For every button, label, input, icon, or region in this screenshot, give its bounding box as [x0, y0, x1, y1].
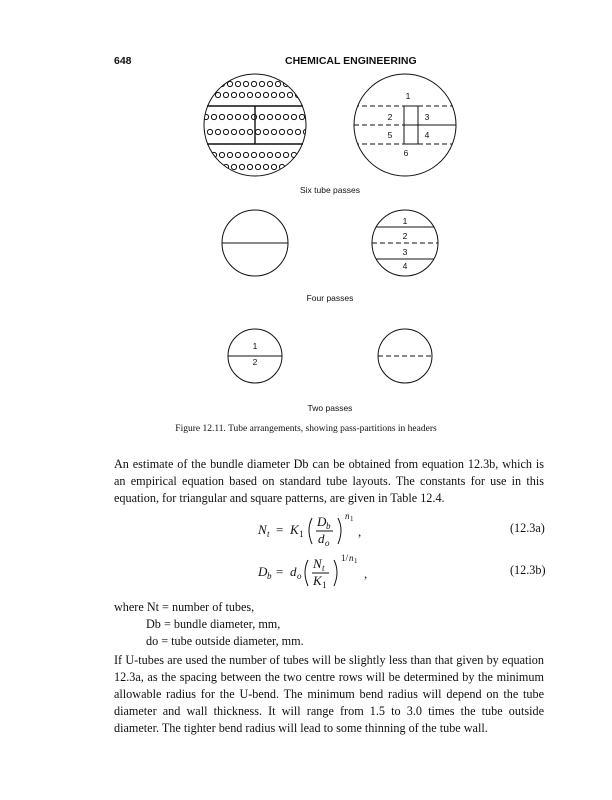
equation-12-3b-number: (12.3b) — [510, 563, 546, 577]
tube — [215, 164, 220, 169]
tube — [275, 114, 280, 119]
svg-text:K: K — [313, 573, 322, 588]
tube — [307, 152, 312, 157]
tube — [235, 81, 240, 86]
four-num-3: 3 — [402, 247, 408, 257]
where-line-3: do = tube outside diameter, mm. — [146, 634, 304, 648]
tube — [295, 129, 300, 134]
two-num-2: 2 — [252, 357, 258, 367]
where-line-1: where Nt = number of tubes, — [114, 600, 255, 614]
tube — [287, 129, 292, 134]
tube — [251, 114, 256, 119]
four-num-1: 1 — [402, 216, 408, 226]
tube — [287, 164, 292, 169]
tube — [223, 92, 228, 97]
tube — [299, 152, 304, 157]
six-num-5: 5 — [387, 130, 393, 140]
tube — [267, 152, 272, 157]
tube — [211, 81, 216, 86]
six-pass-tube-sheet — [195, 74, 312, 176]
svg-text:1: 1 — [322, 580, 327, 590]
tube — [207, 164, 212, 169]
tube — [203, 152, 208, 157]
six-num-3: 3 — [424, 112, 430, 122]
tube — [279, 92, 284, 97]
svg-text:o: o — [297, 571, 302, 581]
tube — [195, 114, 200, 119]
tube — [203, 81, 208, 86]
tube — [243, 114, 248, 119]
equation-12-3a — [250, 506, 430, 554]
tube — [263, 129, 268, 134]
svg-text:D: D — [317, 514, 327, 529]
tube — [239, 92, 244, 97]
tube — [227, 152, 232, 157]
tube — [239, 164, 244, 169]
page-number: 648 — [114, 55, 132, 67]
tube — [307, 81, 312, 86]
tube — [235, 114, 240, 119]
tube — [195, 152, 200, 157]
svg-text:N: N — [258, 522, 267, 537]
tube — [291, 81, 296, 86]
svg-text:n: n — [349, 553, 354, 563]
paragraph-1: An estimate of the bundle diameter Db can be obtained from equation 12.3b, which is an empirical equation based on standard tube layouts. The constants for use in this equation, for triangular and square patterns, are given in Table 12.4. — [114, 457, 544, 505]
tube — [251, 152, 256, 157]
six-num-4: 4 — [424, 130, 430, 140]
tube — [199, 92, 204, 97]
tube — [283, 114, 288, 119]
svg-text:1/: 1/ — [341, 553, 349, 563]
tube — [219, 114, 224, 119]
two-num-1: 1 — [252, 341, 258, 351]
tube — [247, 92, 252, 97]
equation-12-3b — [250, 548, 430, 596]
tube — [243, 152, 248, 157]
svg-text:t: t — [267, 529, 270, 539]
six-passes-label: Six tube passes — [299, 185, 361, 195]
tube — [275, 152, 280, 157]
tube — [259, 152, 264, 157]
tube — [231, 164, 236, 169]
six-pass-header — [354, 74, 456, 176]
tube — [287, 92, 292, 97]
tube — [243, 81, 248, 86]
figure-caption: Figure 12.11. Tube arrangements, showing pass-partitions in headers — [175, 424, 437, 434]
svg-text:K: K — [290, 522, 299, 537]
svg-text:=: = — [276, 564, 284, 579]
tube — [255, 92, 260, 97]
svg-text:d: d — [318, 531, 325, 546]
two-passes-label: Two passes — [307, 403, 353, 413]
equation-12-3a-number: (12.3a) — [510, 521, 545, 535]
tube — [219, 152, 224, 157]
two-pass-header — [228, 329, 282, 383]
tube — [263, 164, 268, 169]
tube — [227, 81, 232, 86]
tube — [283, 152, 288, 157]
tube — [271, 164, 276, 169]
two-pass-right — [378, 329, 432, 383]
tube — [299, 81, 304, 86]
tube — [263, 92, 268, 97]
tube — [299, 114, 304, 119]
tube — [295, 164, 300, 169]
six-num-2: 2 — [387, 112, 393, 122]
svg-text:D: D — [258, 564, 268, 579]
tube — [211, 114, 216, 119]
tube — [195, 81, 200, 86]
six-num-1: 1 — [405, 91, 411, 101]
tube — [215, 129, 220, 134]
tube — [267, 114, 272, 119]
six-num-6: 6 — [403, 148, 409, 158]
tube — [291, 114, 296, 119]
svg-text:o: o — [325, 538, 330, 548]
tube — [255, 129, 260, 134]
tube — [207, 92, 212, 97]
svg-text:b: b — [267, 571, 272, 581]
four-pass-left — [222, 210, 288, 276]
tube — [223, 129, 228, 134]
tube — [267, 81, 272, 86]
tube — [271, 129, 276, 134]
tube — [279, 129, 284, 134]
four-num-4: 4 — [402, 261, 408, 271]
tube — [235, 152, 240, 157]
svg-text:d: d — [290, 564, 297, 579]
tube — [231, 129, 236, 134]
svg-text:,: , — [364, 566, 368, 581]
svg-text:1: 1 — [350, 515, 354, 523]
four-num-2: 2 — [402, 231, 408, 241]
tube — [247, 129, 252, 134]
svg-text:N: N — [313, 556, 322, 571]
running-title: CHEMICAL ENGINEERING — [285, 55, 417, 67]
svg-text:=: = — [276, 522, 284, 537]
svg-text:t: t — [322, 563, 325, 573]
tube — [275, 81, 280, 86]
svg-text:,: , — [358, 524, 362, 539]
where-line-2: Db = bundle diameter, mm, — [146, 617, 281, 631]
tube — [271, 92, 276, 97]
tube — [303, 164, 308, 169]
tube — [251, 81, 256, 86]
tube — [227, 114, 232, 119]
tube — [255, 164, 260, 169]
tube — [207, 129, 212, 134]
svg-text:n: n — [345, 511, 350, 521]
tube — [215, 92, 220, 97]
tube — [231, 92, 236, 97]
tube — [259, 81, 264, 86]
tube — [259, 114, 264, 119]
tube — [247, 164, 252, 169]
paragraph-2: If U-tubes are used the number of tubes will be slightly less than that given by equation 12.3a, as the spacing between the two centre rows will be determined by the minimum allowable radius for the U-bend. The minimum bend radius will depend on the tube diameter and wall thickness. It will range from 1.5 to 3.0 times the tube outside diameter. The tighter bend radius will lead to some thinning of the tube wall. — [114, 653, 544, 735]
svg-text:1: 1 — [354, 557, 358, 565]
tube — [303, 92, 308, 97]
tube — [199, 164, 204, 169]
where-definitions — [114, 599, 304, 650]
four-passes-label: Four passes — [306, 293, 354, 303]
tube — [239, 129, 244, 134]
svg-text:b: b — [326, 521, 331, 531]
svg-text:1: 1 — [299, 529, 304, 539]
tube — [307, 114, 312, 119]
